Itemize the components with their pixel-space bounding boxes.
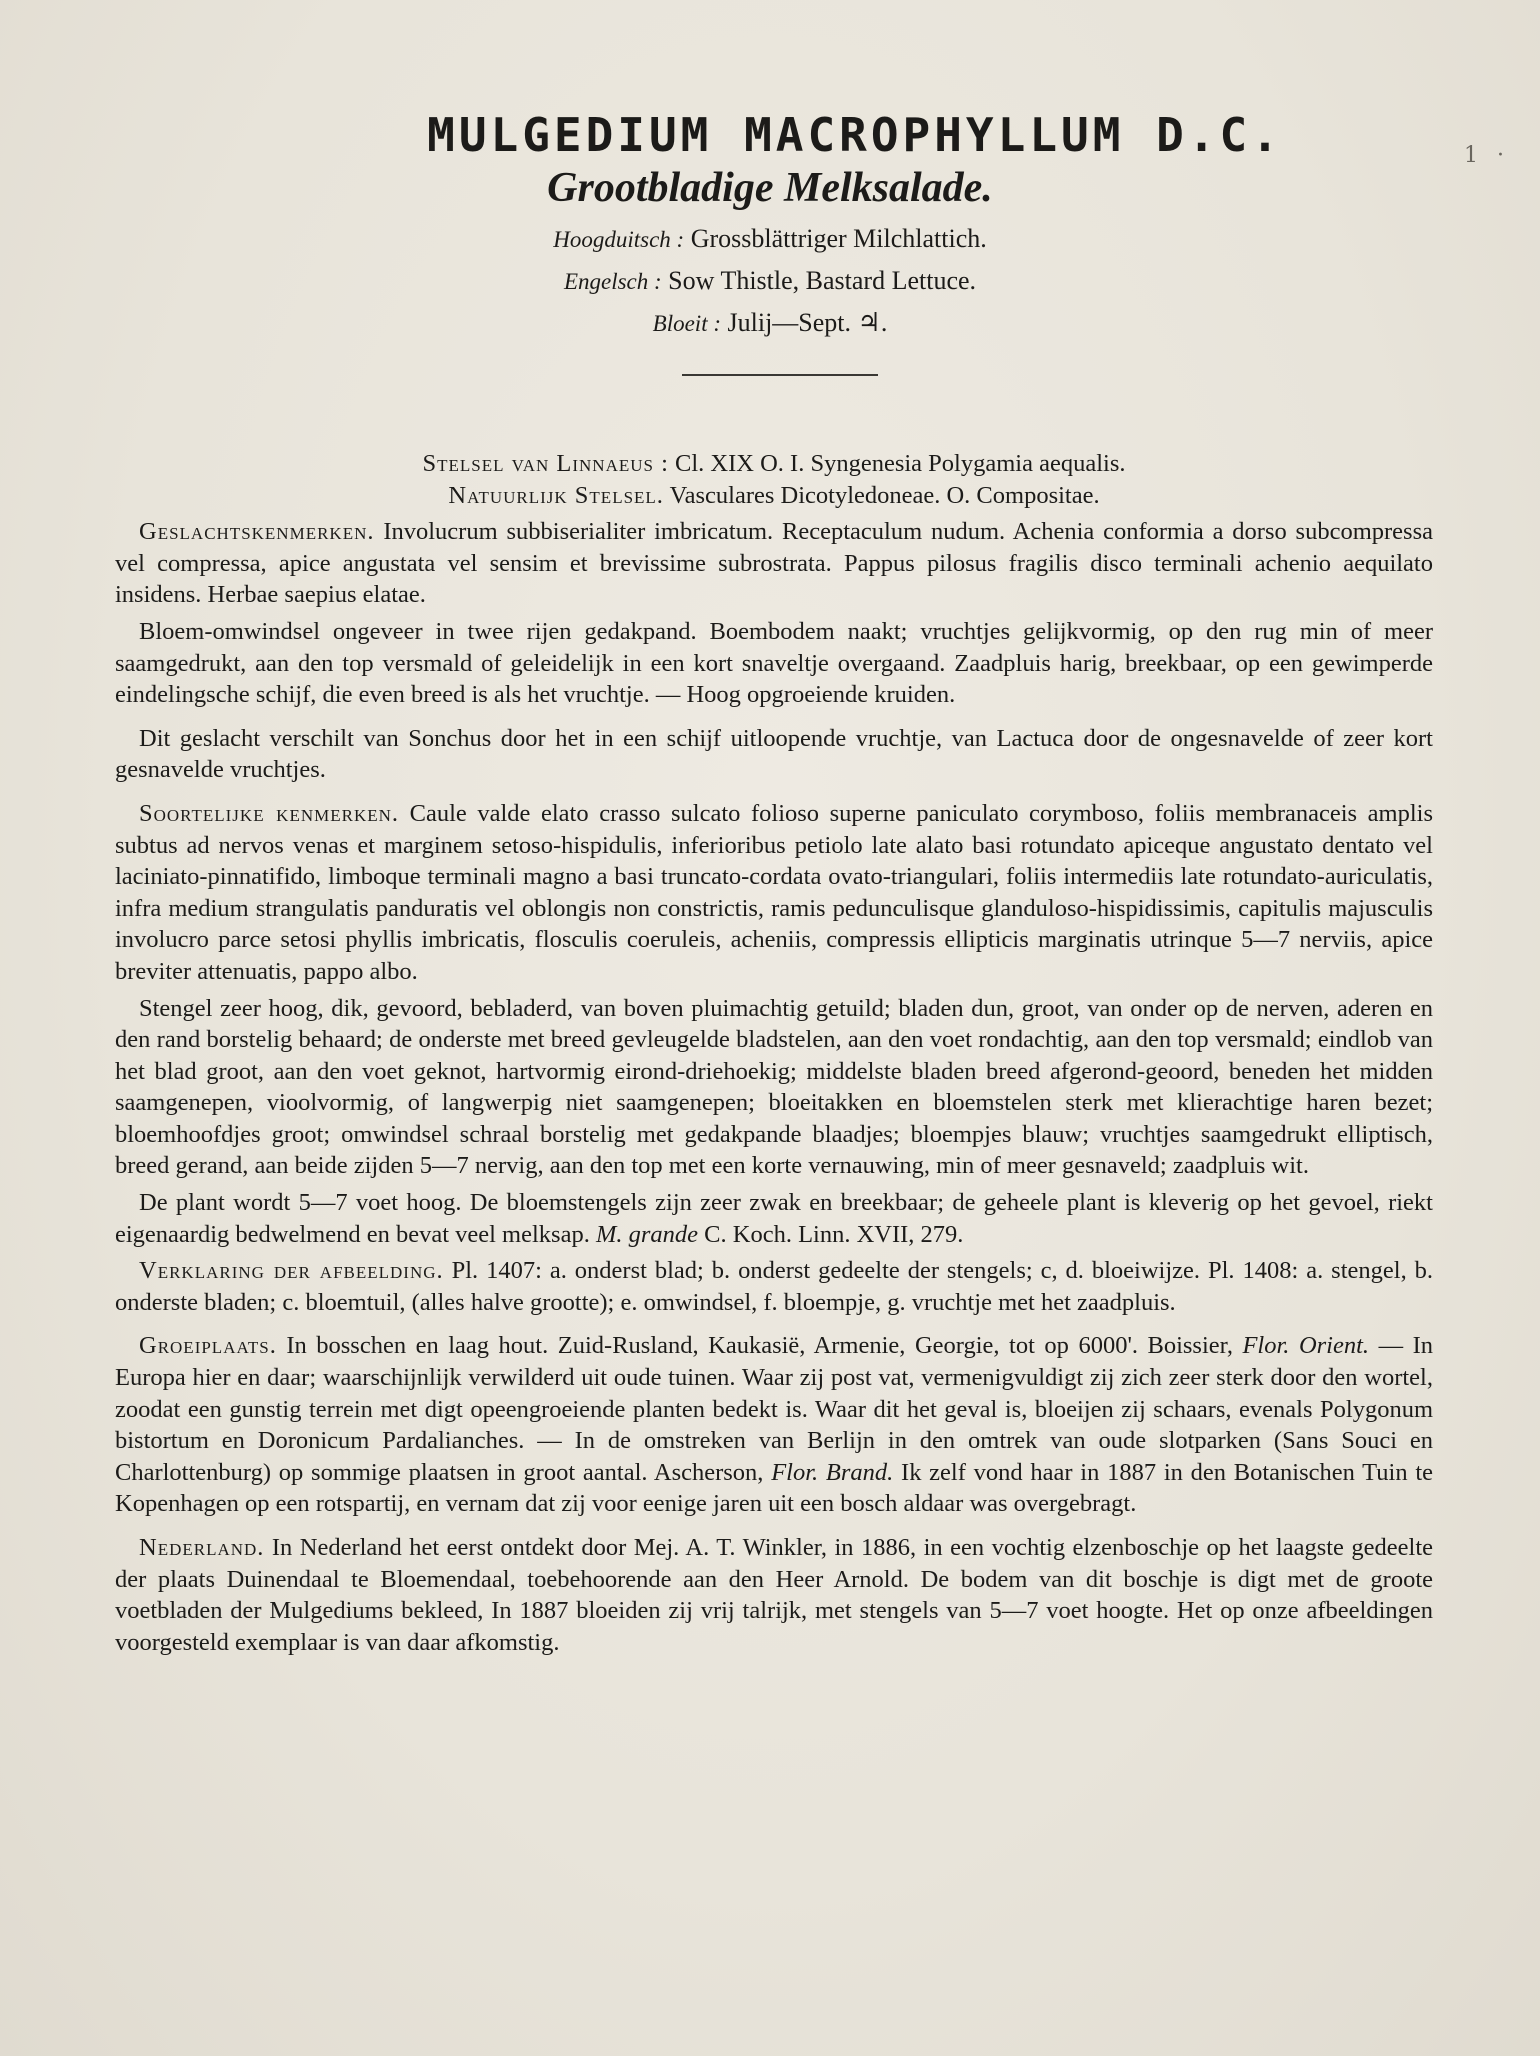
- habitat-ref-1: Flor. Orient.: [1242, 1332, 1370, 1360]
- bloom-label: Bloeit :: [652, 311, 721, 336]
- linnaeus-system: [115, 448, 1433, 480]
- explanation-label: Verklaring der afbeelding.: [139, 1257, 444, 1285]
- genus-latin-text: Involucrum subbiserialiter imbricatum. Receptaculum nudum. Achenia conformia a dorso subcompressa vel compressa, apice angustata vel sensim et brevissime subrostrata. Pappus pilosus fragilis disco terminali achenio aequilato insidens. Herbae saepius elatae.: [115, 518, 1434, 609]
- description-body: [115, 448, 1433, 1658]
- english-label: Engelsch :: [563, 269, 662, 294]
- plate-explanation: [115, 1255, 1433, 1318]
- species-characters-dutch: Stengel zeer hoog, dik, gevoord, bebladerd, van boven pluimachtig getuild; bladen dun, groot, van onder op de nerven, aderen en den rand borstelig behaard; de onderste met breed gevleugelde bladstelen, aan den voet rondachtig, aan den top versmald; eindlob van het blad groot, aan den voet geknot, hartvormig eirond-driehoekig; middelste bladen breed afgerond-geoord, beneden het midden saamgenepen, vioolvormig, of langwerpig niet saamgenepen; bloeitakken en bloemstelen sterk met klierachtige haren bezet; bloemhoofdjes groot; omwindsel schraal borstelig met gedakpande blaadjes; bloempjes blauw; vruchtjes saamgedrukt elliptisch, breed gerand, aan beide zijden 5—7 nervig, aan den top met een korte vernauwing, min of meer gesnaveld; zaadpluis wit.: [115, 994, 1433, 1180]
- species-label: Soortelijke kenmerken.: [139, 799, 400, 827]
- plant-description: [115, 1187, 1433, 1250]
- natural-label: Natuurlijk Stelsel.: [448, 481, 664, 509]
- dutch-common-name: Grootbladige Melksalade.: [547, 165, 993, 211]
- genus-difference: Dit geslacht verschilt van Sonchus door het in een schijf uitloopende vruchtje, van Lactuca door de ongesnavelde of zeer kort gesnavelde vruchtjes.: [115, 724, 1433, 784]
- natural-text: Vasculares Dicotyledoneae. O. Compositae.: [669, 481, 1100, 509]
- species-latin-text: Caule valde elato crasso sulcato folioso superne paniculato corymboso, foliis membranaceis amplis subtus ad nervos venas et marginem setoso-hispidulis, inferioribus petiolo late alato basi rotundato apiceque angustato dentato vel laciniato-pinnatifido, limboque terminali magno a basi truncato-cordata ovato-triangulari, foliis intermediis late rotundato-auriculatis, infra medium strangulatis panduratis vel oblongis non constrictis, ramis pedunculisque glanduloso-hispidissimis, capitulis majusculis involucro parce setosi phyllis imbricatis, flosculis coeruleis, acheniis, compressis ellipticis marginatis utrinque 5—7 nerviis, apice breviter attenuatis, pappo albo.: [115, 799, 1433, 985]
- page-title: MULGEDIUM MACROPHYLLUM D.C.: [427, 108, 1283, 162]
- margin-mark: 1 ·: [1464, 143, 1510, 168]
- netherlands-label: Nederland.: [139, 1534, 265, 1561]
- habitat-ref-2: Flor. Brand.: [771, 1458, 894, 1486]
- habitat-text-1: In bosschen en laag hout. Zuid-Rusland, Kaukasië, Armenie, Georgie, tot op 6000'. Boissier,: [286, 1332, 1233, 1360]
- genus-characters-latin: [115, 516, 1433, 611]
- german-name: Grossblättriger Milchlattich.: [690, 224, 987, 253]
- german-name-line: [0, 224, 1540, 254]
- natural-system: [115, 480, 1433, 512]
- habitat: [115, 1330, 1433, 1520]
- habitat-text-3: Ik zelf vond haar in 1887 in den Botanischen Tuin te Kopenhagen op een rotspartij, en vernam dat zij voor eenige jaren uit een bosch aldaar was overgebragt.: [115, 1458, 1434, 1518]
- title-block: [0, 108, 1540, 376]
- genus-label: Geslachtskenmerken.: [139, 518, 375, 546]
- explanation-text: Pl. 1407: a. onderst blad; b. onderst gedeelte der stengels; c, d. bloeiwijze. Pl. 1408: a. stengel, b. onderste bladen; c. bloemtuil, (alles halve grootte); e. omwindsel, f. bloempje, g. vruchtje met het zaadpluis.: [115, 1257, 1434, 1316]
- species-characters-latin: [115, 798, 1433, 988]
- title-divider: [682, 374, 878, 376]
- english-name: Sow Thistle, Bastard Lettuce.: [668, 266, 977, 295]
- bloom-value: Julij—Sept. ♃.: [727, 308, 888, 337]
- plant-ref-italic: M. grande: [595, 1220, 699, 1248]
- netherlands-text: In Nederland het eerst ontdekt door Mej. A. T. Winkler, in 1886, in een vochtig elzenboschje op het laagste gedeelte der plaats Duinendaal te Bloemendaal, toebehoorende aan den Heer Arnold. De bodem van dit boschje is digt met de groote voetbladen der Mulgediums bekleed, In 1887 bloeiden zij vrij talrijk, met stengels van 5—7 voet hoogte. Het op onze afbeeldingen voorgesteld exemplaar is van daar afkomstig.: [115, 1534, 1433, 1656]
- genus-characters-dutch: Bloem-omwindsel ongeveer in twee rijen gedakpand. Boembodem naakt; vruchtjes gelijkvormig, op den rug min of meer saamgedrukt, aan den top versmald of geleidelijk in een kort snaveltje overgaand. Zaadpluis harig, breekbaar, op een gewimperde eindelingsche schijf, die even breed is als het vruchtje. — Hoog opgroeiende kruiden.: [115, 617, 1433, 709]
- plant-ref: C. Koch. Linn. XVII, 279.: [704, 1220, 964, 1248]
- german-label: Hoogduitsch :: [553, 227, 685, 252]
- habitat-label: Groeiplaats.: [139, 1332, 277, 1360]
- netherlands-occurrence: [115, 1532, 1433, 1658]
- english-name-line: [0, 266, 1540, 296]
- plant-text: De plant wordt 5—7 voet hoog. De bloemstengels zijn zeer zwak en breekbaar; de geheele plant is kleverig op het gevoel, riekt eigenaardig bedwelmend en bevat veel melksap.: [115, 1189, 1433, 1248]
- habitat-text-2: — In Europa hier en daar; waarschijnlijk verwilderd uit oude tuinen. Waar zij post vat, vermenigvuldigt zij zich zeer sterk door den wortel, zoodat een gunstig terrein met digt opeengroeiende planten bedekt is. Waar dit het geval is, bloeijen zij schaars, evenals Polygonum bistortum en Doronicum Pardalianches. — In de omstreken van Berlijn in den omtrek van oude slotparken (Sans Souci en Charlottenburg) op sommige plaatsen in groot aantal. Ascherson,: [115, 1332, 1433, 1486]
- linnaeus-text: Cl. XIX O. I. Syngenesia Polygamia aequalis.: [675, 450, 1126, 477]
- bloom-line: [0, 308, 1540, 338]
- linnaeus-label: Stelsel van Linnaeus :: [422, 450, 669, 477]
